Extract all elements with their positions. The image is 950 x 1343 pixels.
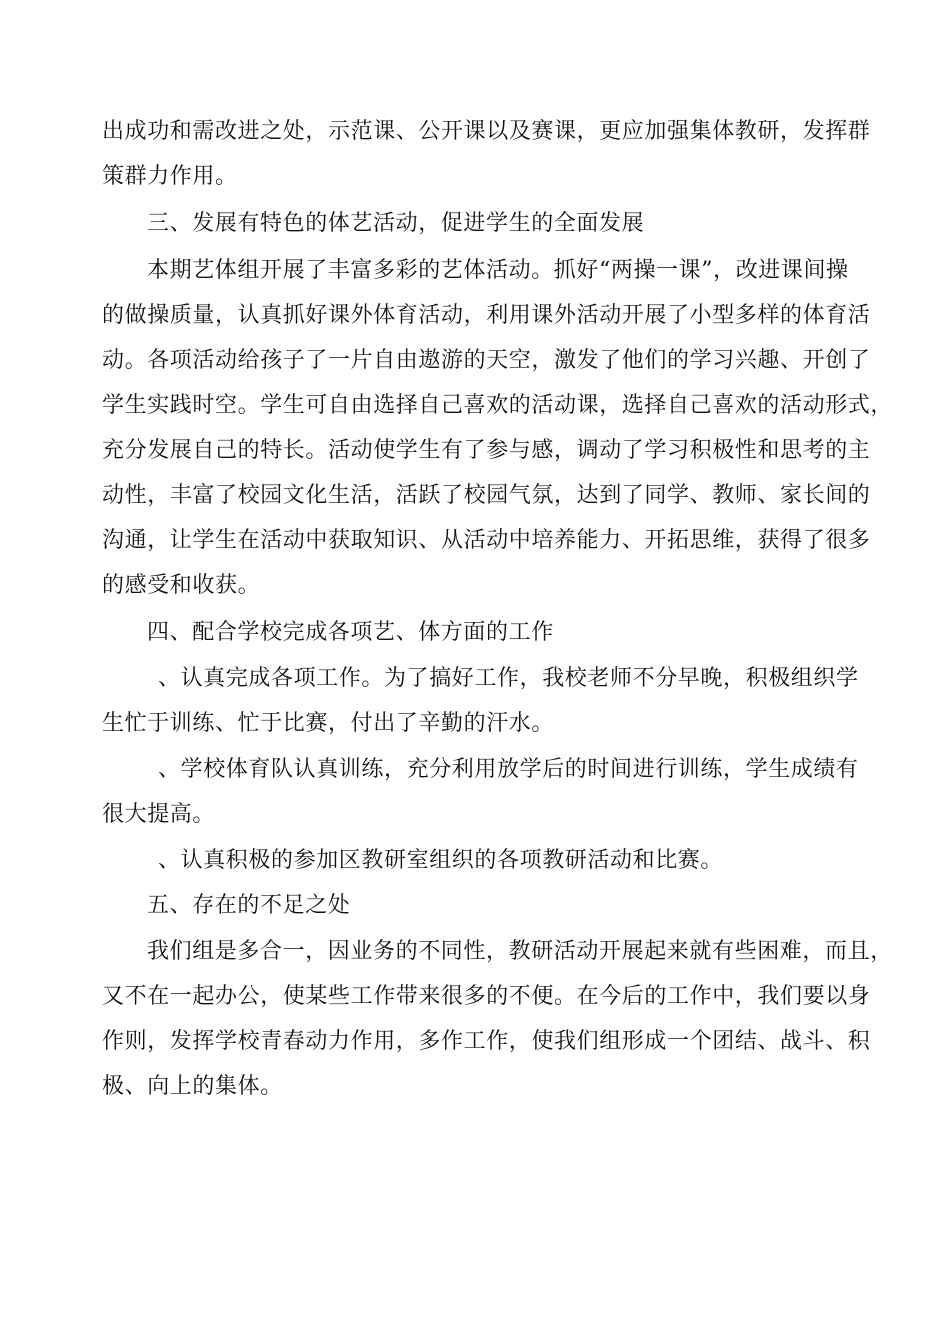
body-text-line: 动。各项活动给孩子了一片自由遨游的天空，激发了他们的学习兴趣、开创了 <box>102 348 871 373</box>
body-text-line: 学生实践时空。学生可自由选择自己喜欢的活动课，选择自己喜欢的活动形式， <box>102 393 894 418</box>
body-text-line: 很大提高。 <box>102 802 216 827</box>
section-heading-4: 四、配合学校完成各项艺、体方面的工作 <box>147 620 554 645</box>
body-text-line: 极、向上的集体。 <box>102 1074 283 1099</box>
list-item-text: 、认真完成各项工作。为了搞好工作，我校老师不分早晚，积极组织学 <box>158 666 859 691</box>
body-text-line: 的做操质量，认真抓好课外体育活动，利用课外活动开展了小型多样的体育活 <box>102 303 871 328</box>
body-text-line: 的感受和收获。 <box>102 573 261 598</box>
body-text-line: 沟通，让学生在活动中获取知识、从活动中培养能力、开拓思维，获得了很多 <box>102 528 871 553</box>
list-item-text: 、认真积极的参加区教研室组织的各项教研活动和比赛。 <box>158 848 724 873</box>
body-text-line: 动性，丰富了校园文化生活，活跃了校园气氛，达到了同学、教师、家长间的 <box>102 483 871 508</box>
body-text-line: 出成功和需改进之处，示范课、公开课以及赛课，更应加强集体教研，发挥群 <box>102 119 871 144</box>
section-heading-5: 五、存在的不足之处 <box>147 893 351 918</box>
section-heading-3: 三、发展有特色的体艺活动，促进学生的全面发展 <box>147 211 645 236</box>
body-text-line: 本期艺体组开展了丰富多彩的艺体活动。抓好“两操一课”，改进课间操 <box>147 258 849 283</box>
body-text-line: 充分发展自己的特长。活动使学生有了参与感，调动了学习积极性和思考的主 <box>102 438 871 463</box>
body-text-line: 生忙于训练、忙于比赛，付出了辛勤的汗水。 <box>102 711 555 736</box>
body-text-line: 我们组是多合一，因业务的不同性，教研活动开展起来就有些困难，而且， <box>147 939 893 964</box>
body-text-line: 又不在一起办公，使某些工作带来很多的不便。在今后的工作中，我们要以身 <box>102 984 871 1009</box>
body-text-line: 作则，发挥学校青春动力作用，多作工作，使我们组形成一个团结、战斗、积 <box>102 1029 871 1054</box>
list-item-text: 、学校体育队认真训练，充分利用放学后的时间进行训练，学生成绩有 <box>158 757 859 782</box>
body-text-line: 策群力作用。 <box>102 164 238 189</box>
